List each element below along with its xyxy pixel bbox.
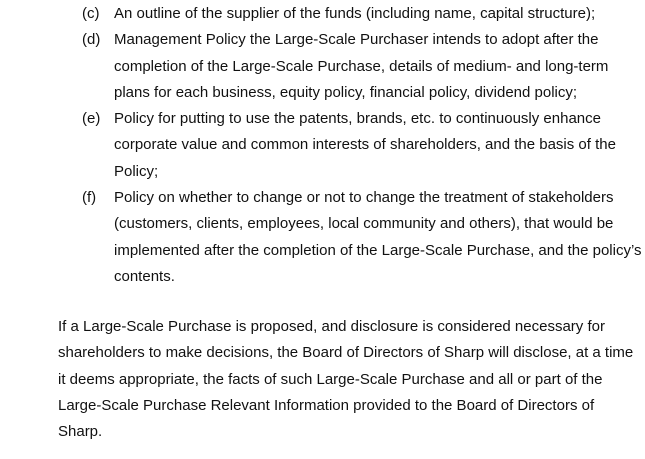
- list-marker: (c): [82, 5, 100, 22]
- list-item-text: An outline of the supplier of the funds (including name, capital structure);: [114, 5, 596, 22]
- list-marker: (d): [82, 31, 101, 49]
- list-item-d: [82, 27, 642, 106]
- disclosure-paragraph: If a Large-Scale Purchase is proposed, and disclosure is considered necessary for shareholders to make decisions, the Board of Directors of Sharp will disclose, at a time it deems appropriate, the facts of such Large-Scale Purchase and all or part of the Large-Scale Purchase Relevant Information provided to the Board of Directors of Sharp.: [58, 318, 634, 441]
- list-marker: (e): [82, 110, 101, 128]
- list-item-c: [82, 1, 642, 27]
- list-item-text: Policy on whether to change or not to change the treatment of stakeholders (customers, clients, employees, local community and others), that would be implemented after the completion of the Large-Scale Purchase, and the policy’s contents.: [114, 189, 642, 285]
- list-marker: (f): [82, 189, 97, 207]
- list-item-text: Policy for putting to use the patents, brands, etc. to continuously enhance corporate value and common interests of shareholders, and the basis of the Policy;: [114, 110, 616, 180]
- information-list: [82, 1, 642, 290]
- list-item-text: Management Policy the Large-Scale Purchaser intends to adopt after the completion of the Large-Scale Purchase, details of medium- and long-term plans for each business, equity policy, financial policy, dividend policy;: [114, 31, 609, 101]
- list-item-f: [82, 185, 642, 290]
- list-item-e: [82, 106, 642, 185]
